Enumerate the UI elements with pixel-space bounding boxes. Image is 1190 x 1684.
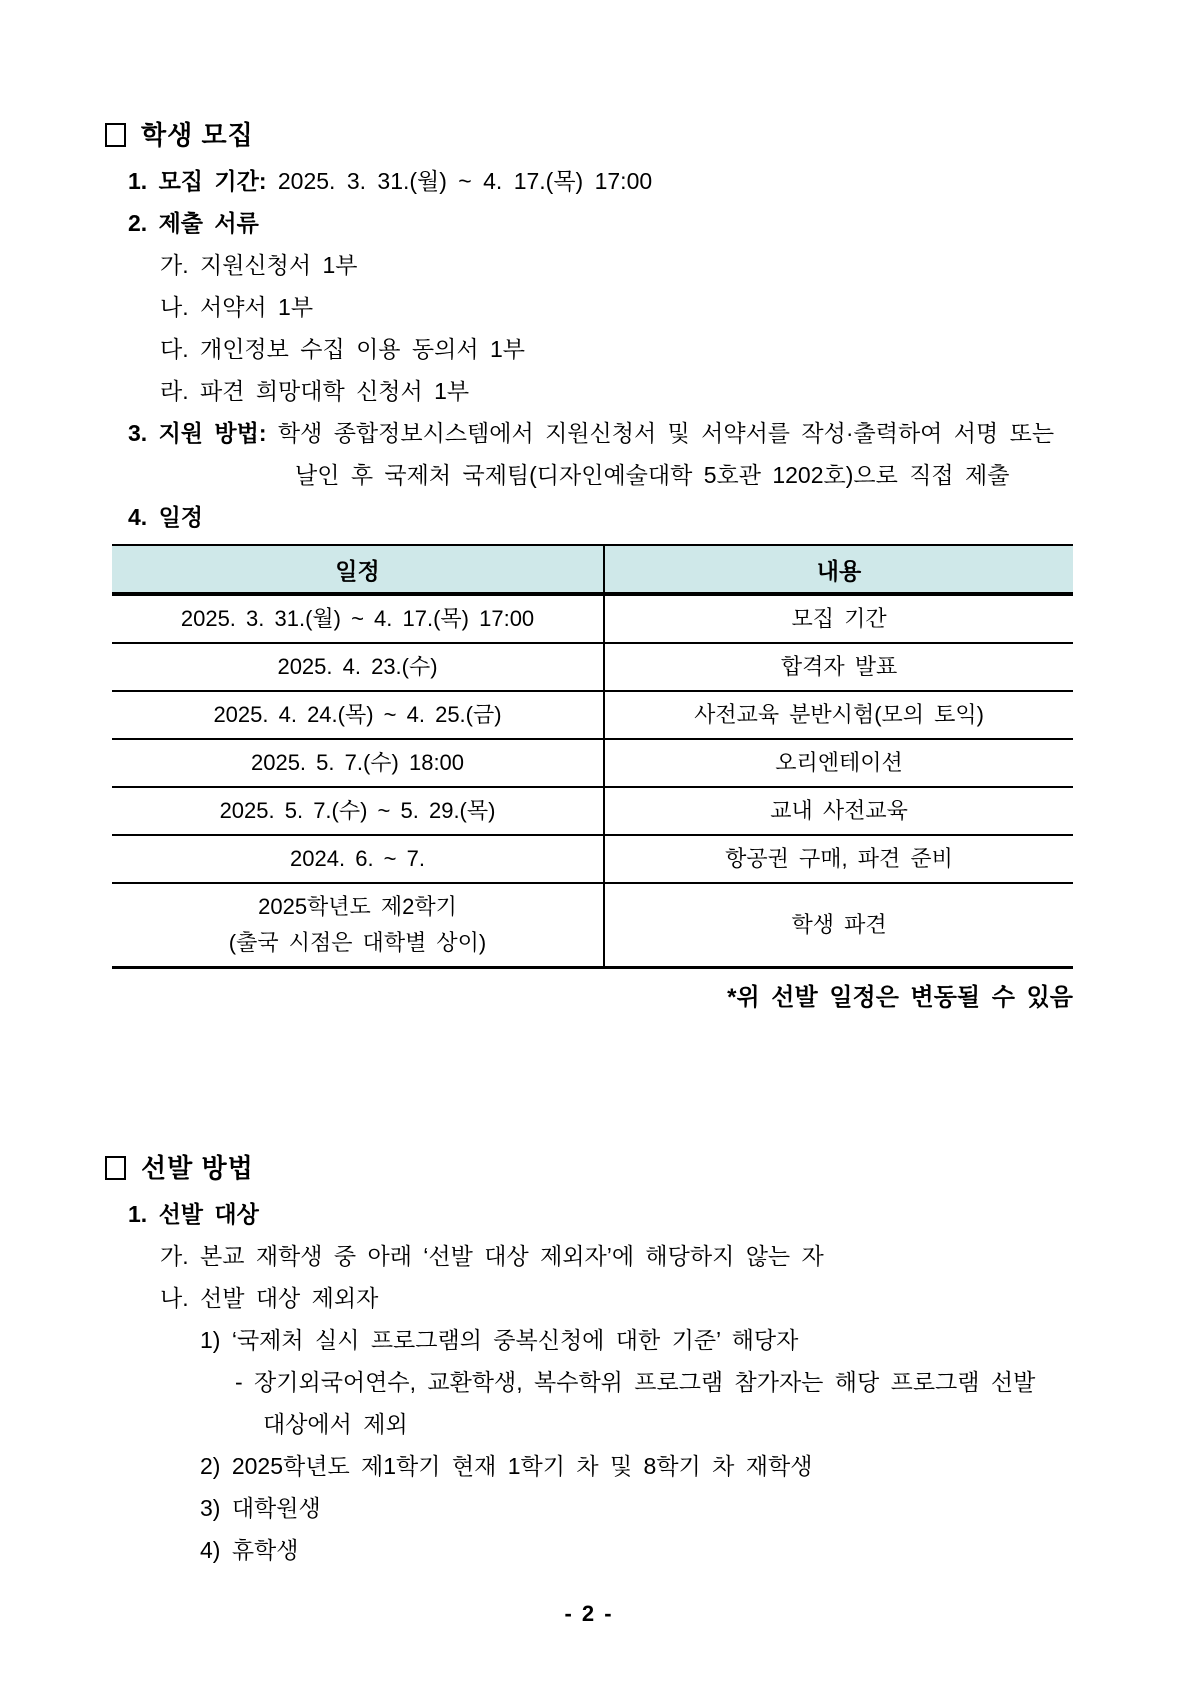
cell-date: 2025. 4. 23.(수) bbox=[112, 643, 604, 691]
schedule-table bbox=[112, 544, 1073, 969]
section-heading-student-recruitment bbox=[105, 118, 1073, 152]
document-item: 다. 개인정보 수집 이용 동의서 1부 bbox=[160, 336, 525, 362]
cell-date-line1: 2025학년도 제2학기 bbox=[258, 894, 457, 919]
cell-date: 2025. 5. 7.(수) ~ 5. 29.(목) bbox=[112, 787, 604, 835]
table-row bbox=[112, 643, 1073, 691]
cell-content: 오리엔테이션 bbox=[604, 739, 1073, 787]
cell-content: 합격자 발표 bbox=[604, 643, 1073, 691]
documents-label: 2. 제출 서류 bbox=[128, 210, 259, 236]
recruitment-period-line bbox=[105, 160, 1073, 202]
section-title: 학생 모집 bbox=[141, 120, 254, 150]
section-heading-selection-method bbox=[105, 1151, 1073, 1185]
table-row bbox=[112, 739, 1073, 787]
table-row bbox=[112, 883, 1073, 968]
document-item: 나. 서약서 1부 bbox=[160, 294, 314, 320]
table-row bbox=[112, 835, 1073, 883]
cell-content: 교내 사전교육 bbox=[604, 787, 1073, 835]
schedule-table-wrapper bbox=[112, 544, 1073, 969]
square-bullet-icon bbox=[105, 1156, 126, 1180]
cell-date: 2024. 6. ~ 7. bbox=[112, 835, 604, 883]
table-header-content: 내용 bbox=[604, 545, 1073, 594]
table-header-schedule: 일정 bbox=[112, 545, 604, 594]
selection-item-na: 나. 선발 대상 제외자 bbox=[160, 1285, 379, 1311]
cell-content: 학생 파견 bbox=[604, 883, 1073, 968]
cell-content: 항공권 구매, 파견 준비 bbox=[604, 835, 1073, 883]
table-row bbox=[112, 594, 1073, 643]
table-row bbox=[112, 787, 1073, 835]
cell-date bbox=[112, 883, 604, 968]
selection-target-label: 1. 선발 대상 bbox=[128, 1201, 259, 1227]
cell-content: 사전교육 분반시험(모의 토익) bbox=[604, 691, 1073, 739]
cell-date: 2025. 3. 31.(월) ~ 4. 17.(목) 17:00 bbox=[112, 594, 604, 643]
application-method-line1 bbox=[105, 412, 1073, 454]
selection-item-ga: 가. 본교 재학생 중 아래 ‘선발 대상 제외자’에 해당하지 않는 자 bbox=[160, 1243, 824, 1269]
exclusion-item-1-dash-line1: - 장기외국어연수, 교환학생, 복수학위 프로그램 참가자는 해당 프로그램 선발 bbox=[235, 1369, 1036, 1395]
section-title: 선발 방법 bbox=[141, 1153, 254, 1183]
recruitment-period-label: 1. 모집 기간: bbox=[128, 168, 267, 194]
schedule-change-note: *위 선발 일정은 변동될 수 있음 bbox=[727, 984, 1073, 1011]
exclusion-item-4: 4) 휴학생 bbox=[200, 1537, 299, 1563]
cell-date: 2025. 4. 24.(목) ~ 4. 25.(금) bbox=[112, 691, 604, 739]
table-row bbox=[112, 691, 1073, 739]
document-item: 라. 파견 희망대학 신청서 1부 bbox=[160, 378, 470, 404]
exclusion-item-2: 2) 2025학년도 제1학기 현재 1학기 차 및 8학기 차 재학생 bbox=[200, 1453, 813, 1479]
application-method-text1: 학생 종합정보시스템에서 지원신청서 및 서약서를 작성·출력하여 서명 또는 bbox=[277, 420, 1055, 446]
schedule-label: 4. 일정 bbox=[128, 504, 204, 530]
cell-date: 2025. 5. 7.(수) 18:00 bbox=[112, 739, 604, 787]
exclusion-item-3: 3) 대학원생 bbox=[200, 1495, 321, 1521]
table-header-row bbox=[112, 545, 1073, 594]
recruitment-period-value: 2025. 3. 31.(월) ~ 4. 17.(목) 17:00 bbox=[277, 168, 653, 194]
square-bullet-icon bbox=[105, 123, 126, 147]
application-method-label: 3. 지원 방법: bbox=[128, 420, 267, 446]
exclusion-item-1: 1) ‘국제처 실시 프로그램의 중복신청에 대한 기준’ 해당자 bbox=[200, 1327, 799, 1353]
application-method-line2: 날인 후 국제처 국제팀(디자인예술대학 5호관 1202호)으로 직접 제출 bbox=[295, 462, 1010, 488]
cell-date-line2: (출국 시점은 대학별 상이) bbox=[228, 930, 487, 955]
exclusion-item-1-dash-line2: 대상에서 제외 bbox=[263, 1411, 408, 1437]
cell-content: 모집 기간 bbox=[604, 594, 1073, 643]
page-number: - 2 - bbox=[564, 1601, 614, 1626]
document-item: 가. 지원신청서 1부 bbox=[160, 252, 358, 278]
